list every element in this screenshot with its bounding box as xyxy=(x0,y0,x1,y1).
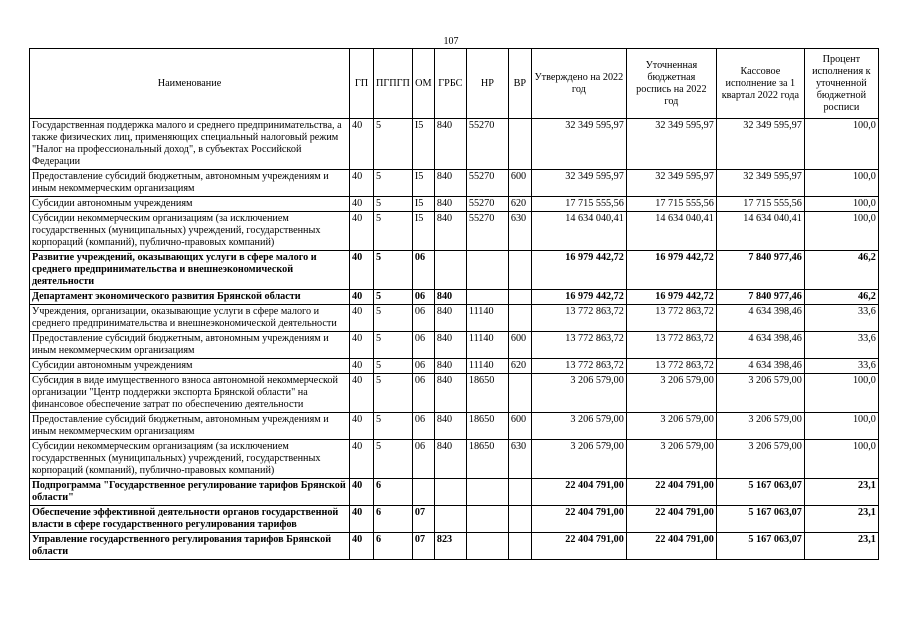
cell-ppgp: 5 xyxy=(374,359,413,374)
cell-refined: 13 772 863,72 xyxy=(626,305,716,332)
cell-grbs: 840 xyxy=(434,413,466,440)
header-grbs: ГРБС xyxy=(434,49,466,119)
cell-gp: 40 xyxy=(350,533,374,560)
cell-grbs: 840 xyxy=(434,212,466,251)
table-row xyxy=(30,332,879,359)
cell-gp: 40 xyxy=(350,506,374,533)
cell-ppgp: 5 xyxy=(374,119,413,170)
cell-gp: 40 xyxy=(350,305,374,332)
page-number: 107 xyxy=(443,36,459,47)
cell-grbs xyxy=(434,251,466,290)
header-approved: Утверждено на 2022 год xyxy=(531,49,626,119)
cell-name: Предоставление субсидий бюджетным, автономным учреждениям и иным некоммерческим организациям xyxy=(30,413,350,440)
cell-approved: 13 772 863,72 xyxy=(531,305,626,332)
cell-gp: 40 xyxy=(350,479,374,506)
cell-grbs: 840 xyxy=(434,440,466,479)
cell-grbs: 840 xyxy=(434,374,466,413)
cell-np: 11140 xyxy=(466,359,508,374)
cell-om: 06 xyxy=(412,332,434,359)
cell-np: 55270 xyxy=(466,119,508,170)
cell-ppgp: 5 xyxy=(374,212,413,251)
cell-vr xyxy=(508,374,531,413)
cell-percent: 100,0 xyxy=(804,170,878,197)
cell-cash: 5 167 063,07 xyxy=(716,506,804,533)
cell-ppgp: 5 xyxy=(374,305,413,332)
budget-table xyxy=(29,48,879,560)
cell-om: I5 xyxy=(412,170,434,197)
cell-cash: 5 167 063,07 xyxy=(716,479,804,506)
cell-name: Предоставление субсидий бюджетным, автономным учреждениям и иным некоммерческим организациям xyxy=(30,170,350,197)
cell-percent: 46,2 xyxy=(804,290,878,305)
cell-cash: 3 206 579,00 xyxy=(716,413,804,440)
table-row xyxy=(30,212,879,251)
cell-ppgp: 5 xyxy=(374,440,413,479)
cell-cash: 3 206 579,00 xyxy=(716,374,804,413)
cell-approved: 17 715 555,56 xyxy=(531,197,626,212)
cell-cash: 14 634 040,41 xyxy=(716,212,804,251)
cell-om: 06 xyxy=(412,251,434,290)
cell-grbs: 840 xyxy=(434,332,466,359)
cell-vr xyxy=(508,290,531,305)
cell-percent: 100,0 xyxy=(804,413,878,440)
cell-vr xyxy=(508,251,531,290)
table-row xyxy=(30,506,879,533)
cell-approved: 14 634 040,41 xyxy=(531,212,626,251)
cell-refined: 13 772 863,72 xyxy=(626,332,716,359)
cell-grbs: 840 xyxy=(434,305,466,332)
cell-approved: 16 979 442,72 xyxy=(531,251,626,290)
cell-percent: 33,6 xyxy=(804,359,878,374)
cell-percent: 100,0 xyxy=(804,212,878,251)
cell-refined: 32 349 595,97 xyxy=(626,119,716,170)
cell-percent: 23,1 xyxy=(804,479,878,506)
cell-om: I5 xyxy=(412,197,434,212)
cell-ppgp: 5 xyxy=(374,251,413,290)
cell-cash: 4 634 398,46 xyxy=(716,305,804,332)
cell-approved: 22 404 791,00 xyxy=(531,533,626,560)
cell-name: Субсидии некоммерческим организациям (за исключением государственных (муниципальных) учреждений, государственных корпораций (компаний), публично-правовых компаний) xyxy=(30,440,350,479)
header-percent: Процент исполнения к уточненной бюджетной росписи xyxy=(804,49,878,119)
cell-approved: 22 404 791,00 xyxy=(531,506,626,533)
header-cash: Кассовое исполнение за 1 квартал 2022 года xyxy=(716,49,804,119)
cell-gp: 40 xyxy=(350,440,374,479)
cell-np xyxy=(466,533,508,560)
cell-gp: 40 xyxy=(350,119,374,170)
cell-vr: 600 xyxy=(508,413,531,440)
cell-approved: 13 772 863,72 xyxy=(531,359,626,374)
header-gp: ГП xyxy=(350,49,374,119)
table-row xyxy=(30,305,879,332)
header-ppgp: ПГПГП xyxy=(374,49,413,119)
cell-cash: 4 634 398,46 xyxy=(716,359,804,374)
cell-np xyxy=(466,479,508,506)
cell-refined: 3 206 579,00 xyxy=(626,374,716,413)
cell-ppgp: 5 xyxy=(374,374,413,413)
cell-grbs xyxy=(434,479,466,506)
cell-percent: 100,0 xyxy=(804,197,878,212)
cell-grbs: 823 xyxy=(434,533,466,560)
cell-om: 06 xyxy=(412,413,434,440)
cell-name: Обеспечение эффективной деятельности органов государственной власти в сфере государственного регулирования тарифов xyxy=(30,506,350,533)
cell-name: Субсидии некоммерческим организациям (за исключением государственных (муниципальных) учреждений, государственных корпораций (компаний), публично-правовых компаний) xyxy=(30,212,350,251)
cell-refined: 16 979 442,72 xyxy=(626,290,716,305)
cell-vr xyxy=(508,479,531,506)
cell-vr: 630 xyxy=(508,212,531,251)
cell-np: 18650 xyxy=(466,440,508,479)
cell-gp: 40 xyxy=(350,413,374,440)
cell-approved: 13 772 863,72 xyxy=(531,332,626,359)
cell-vr: 620 xyxy=(508,197,531,212)
cell-vr xyxy=(508,506,531,533)
cell-approved: 3 206 579,00 xyxy=(531,440,626,479)
cell-refined: 3 206 579,00 xyxy=(626,413,716,440)
cell-ppgp: 6 xyxy=(374,479,413,506)
cell-cash: 17 715 555,56 xyxy=(716,197,804,212)
cell-grbs xyxy=(434,506,466,533)
cell-approved: 22 404 791,00 xyxy=(531,479,626,506)
cell-om: 06 xyxy=(412,440,434,479)
table-row xyxy=(30,290,879,305)
header-vr: ВР xyxy=(508,49,531,119)
header-np: НР xyxy=(466,49,508,119)
cell-ppgp: 5 xyxy=(374,170,413,197)
cell-percent: 46,2 xyxy=(804,251,878,290)
cell-gp: 40 xyxy=(350,332,374,359)
table-row xyxy=(30,533,879,560)
cell-name: Управление государственного регулирования тарифов Брянской области xyxy=(30,533,350,560)
cell-om: 06 xyxy=(412,290,434,305)
cell-vr: 620 xyxy=(508,359,531,374)
cell-ppgp: 5 xyxy=(374,332,413,359)
header-name: Наименование xyxy=(30,49,350,119)
cell-om: I5 xyxy=(412,212,434,251)
cell-refined: 16 979 442,72 xyxy=(626,251,716,290)
table-body xyxy=(30,119,879,560)
cell-vr xyxy=(508,533,531,560)
cell-cash: 7 840 977,46 xyxy=(716,251,804,290)
cell-grbs: 840 xyxy=(434,119,466,170)
table-row xyxy=(30,359,879,374)
cell-vr: 630 xyxy=(508,440,531,479)
cell-name: Предоставление субсидий бюджетным, автономным учреждениям и иным некоммерческим организациям xyxy=(30,332,350,359)
cell-np xyxy=(466,506,508,533)
cell-refined: 32 349 595,97 xyxy=(626,170,716,197)
cell-approved: 32 349 595,97 xyxy=(531,119,626,170)
table-row xyxy=(30,119,879,170)
cell-name: Субсидии автономным учреждениям xyxy=(30,197,350,212)
cell-ppgp: 6 xyxy=(374,506,413,533)
table-row xyxy=(30,251,879,290)
cell-ppgp: 5 xyxy=(374,197,413,212)
header-refined: Уточненная бюджетная роспись на 2022 год xyxy=(626,49,716,119)
cell-refined: 17 715 555,56 xyxy=(626,197,716,212)
cell-name: Субсидия в виде имущественного взноса автономной некоммерческой организации "Центр поддержки экспорта Брянской области" на финансовое обеспечение затрат по обеспечению деятельности xyxy=(30,374,350,413)
cell-name: Развитие учреждений, оказывающих услуги в сфере малого и среднего предпринимательства и внешнеэкономической деятельности xyxy=(30,251,350,290)
cell-refined: 22 404 791,00 xyxy=(626,506,716,533)
cell-refined: 3 206 579,00 xyxy=(626,440,716,479)
cell-refined: 13 772 863,72 xyxy=(626,359,716,374)
cell-ppgp: 5 xyxy=(374,413,413,440)
cell-np xyxy=(466,251,508,290)
cell-cash: 5 167 063,07 xyxy=(716,533,804,560)
cell-percent: 100,0 xyxy=(804,374,878,413)
cell-approved: 32 349 595,97 xyxy=(531,170,626,197)
cell-percent: 23,1 xyxy=(804,506,878,533)
cell-gp: 40 xyxy=(350,170,374,197)
cell-np: 11140 xyxy=(466,332,508,359)
cell-approved: 3 206 579,00 xyxy=(531,374,626,413)
cell-refined: 22 404 791,00 xyxy=(626,479,716,506)
cell-om: I5 xyxy=(412,119,434,170)
cell-np: 55270 xyxy=(466,212,508,251)
cell-grbs: 840 xyxy=(434,170,466,197)
cell-gp: 40 xyxy=(350,374,374,413)
cell-refined: 22 404 791,00 xyxy=(626,533,716,560)
cell-grbs: 840 xyxy=(434,359,466,374)
cell-name: Департамент экономического развития Брянской области xyxy=(30,290,350,305)
cell-vr: 600 xyxy=(508,170,531,197)
table-row xyxy=(30,440,879,479)
table-row xyxy=(30,170,879,197)
cell-name: Подпрограмма "Государственное регулирование тарифов Брянской области" xyxy=(30,479,350,506)
cell-np: 55270 xyxy=(466,197,508,212)
cell-om xyxy=(412,479,434,506)
cell-cash: 4 634 398,46 xyxy=(716,332,804,359)
cell-grbs: 840 xyxy=(434,197,466,212)
cell-gp: 40 xyxy=(350,359,374,374)
cell-grbs: 840 xyxy=(434,290,466,305)
cell-name: Государственная поддержка малого и среднего предпринимательства, а также физических лиц, применяющих специальный налоговый режим "Налог на профессиональный доход", в субъектах Российской Федерации xyxy=(30,119,350,170)
table-row xyxy=(30,413,879,440)
cell-cash: 32 349 595,97 xyxy=(716,170,804,197)
cell-gp: 40 xyxy=(350,212,374,251)
cell-percent: 23,1 xyxy=(804,533,878,560)
cell-gp: 40 xyxy=(350,197,374,212)
cell-om: 06 xyxy=(412,374,434,413)
cell-approved: 16 979 442,72 xyxy=(531,290,626,305)
cell-cash: 3 206 579,00 xyxy=(716,440,804,479)
cell-vr xyxy=(508,305,531,332)
cell-percent: 100,0 xyxy=(804,119,878,170)
cell-np: 18650 xyxy=(466,374,508,413)
cell-refined: 14 634 040,41 xyxy=(626,212,716,251)
cell-ppgp: 6 xyxy=(374,533,413,560)
cell-cash: 32 349 595,97 xyxy=(716,119,804,170)
cell-np: 11140 xyxy=(466,305,508,332)
cell-om: 06 xyxy=(412,359,434,374)
cell-gp: 40 xyxy=(350,251,374,290)
table-row xyxy=(30,197,879,212)
cell-percent: 100,0 xyxy=(804,440,878,479)
cell-approved: 3 206 579,00 xyxy=(531,413,626,440)
cell-om: 07 xyxy=(412,506,434,533)
cell-om: 06 xyxy=(412,305,434,332)
cell-cash: 7 840 977,46 xyxy=(716,290,804,305)
header-om: ОМ xyxy=(412,49,434,119)
cell-vr xyxy=(508,119,531,170)
table-header-row xyxy=(30,49,879,119)
cell-percent: 33,6 xyxy=(804,305,878,332)
cell-percent: 33,6 xyxy=(804,332,878,359)
table-row xyxy=(30,479,879,506)
table-row xyxy=(30,374,879,413)
cell-name: Субсидии автономным учреждениям xyxy=(30,359,350,374)
cell-vr: 600 xyxy=(508,332,531,359)
cell-name: Учреждения, организации, оказывающие услуги в сфере малого и среднего предпринимательства и внешнеэкономической деятельности xyxy=(30,305,350,332)
cell-gp: 40 xyxy=(350,290,374,305)
cell-ppgp: 5 xyxy=(374,290,413,305)
cell-np: 18650 xyxy=(466,413,508,440)
cell-np: 55270 xyxy=(466,170,508,197)
cell-np xyxy=(466,290,508,305)
cell-om: 07 xyxy=(412,533,434,560)
